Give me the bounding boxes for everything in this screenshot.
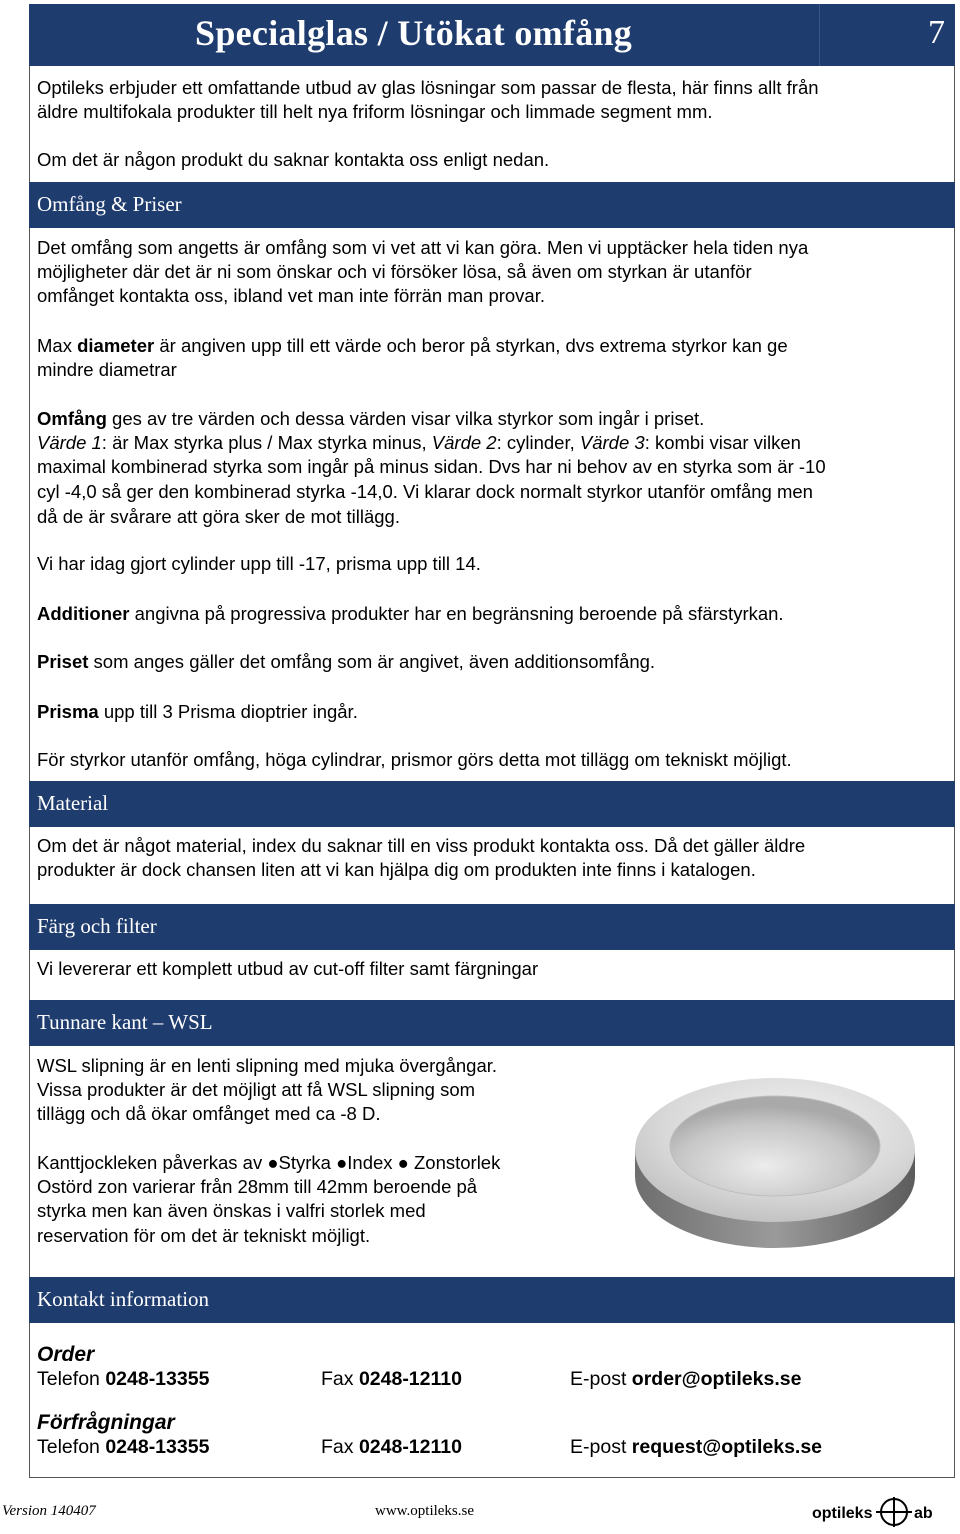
wsl-lens-illustration bbox=[630, 1072, 920, 1252]
footer-version: Version 140407 bbox=[2, 1503, 96, 1519]
contact-inquiries-phone: Telefon 0248-13355 bbox=[37, 1436, 210, 1458]
page-title: Specialglas / Utökat omfång bbox=[195, 13, 633, 53]
order-phone-number: 0248-13355 bbox=[105, 1368, 210, 1390]
section-heading-range bbox=[29, 182, 955, 228]
section-heading-material bbox=[29, 781, 955, 827]
inquiries-email-address[interactable]: request@optileks.se bbox=[631, 1436, 823, 1458]
wsl-p2-line-3: styrka men kan även önskas i valfri storlek med bbox=[37, 1200, 426, 1221]
range-p1-line-1: Det omfång som angetts är omfång som vi vet att vi kan göra. Men vi upptäcker hela tiden nya bbox=[37, 237, 809, 258]
range-p8: För styrkor utanför omfång, höga cylindrar, prismor görs detta mot tillägg om tekniskt möjligt. bbox=[37, 749, 792, 770]
wsl-p1-line-3: tillägg och då ökar omfånget med ca -8 D. bbox=[37, 1103, 381, 1124]
bold-term-omfang: Omfång bbox=[37, 408, 107, 429]
bold-term-diameter: diameter bbox=[77, 335, 155, 356]
section-heading-material-text: Material bbox=[37, 791, 109, 815]
crosshair-icon bbox=[876, 1497, 912, 1527]
inquiries-phone-number: 0248-13355 bbox=[105, 1436, 210, 1458]
wsl-p1-line-2: Vissa produkter är det möjligt att få WSL slipning som bbox=[37, 1079, 476, 1100]
section-heading-color bbox=[29, 904, 955, 950]
wsl-p2-line-1: Kanttjockleken påverkas av ●Styrka ●Index ● Zonstorlek bbox=[37, 1152, 501, 1173]
contact-order-fax: Fax 0248-12110 bbox=[321, 1368, 462, 1390]
range-p2-line-1: Max diameter är angiven upp till ett värde och beror på styrkan, dvs extrema styrkor kan ge bbox=[37, 335, 788, 356]
range-p3-line-5: då de är svårare att göra sker de mot tillägg. bbox=[37, 506, 400, 527]
contact-group-order-title: Order bbox=[37, 1343, 95, 1366]
contact-group-inquiries-title: Förfrågningar bbox=[37, 1411, 175, 1434]
range-p3-line-3: maximal kombinerad styrka som ingår på minus sidan. Dvs har ni behov av en styrka som är -10 bbox=[37, 456, 826, 477]
contact-order-phone: Telefon 0248-13355 bbox=[37, 1368, 210, 1390]
logo-text-right: ab bbox=[914, 1505, 933, 1522]
wsl-p2-line-2: Ostörd zon varierar från 28mm till 42mm beroende på bbox=[37, 1176, 478, 1197]
range-p3-line-4: cyl -4,0 så ger den kombinerad styrka -14,0. Vi klarar dock normalt styrkor utanför omfång men bbox=[37, 481, 813, 502]
bold-term-additioner: Additioner bbox=[37, 603, 130, 624]
bold-term-prisma: Prisma bbox=[37, 701, 99, 722]
logo-text-left: optileks bbox=[812, 1505, 873, 1522]
section-heading-contact bbox=[29, 1277, 955, 1323]
intro-line-3: Om det är någon produkt du saknar kontakta oss enligt nedan. bbox=[37, 149, 550, 170]
bold-term-priset: Priset bbox=[37, 651, 89, 672]
range-p1-line-3: omfånget kontakta oss, ibland vet man inte förrän man provar. bbox=[37, 285, 546, 306]
section-heading-contact-text: Kontakt information bbox=[37, 1287, 210, 1311]
order-fax-number: 0248-12110 bbox=[358, 1368, 462, 1390]
range-p2-line-2: mindre diametrar bbox=[37, 359, 177, 380]
section-heading-wsl-text: Tunnare kant – WSL bbox=[37, 1010, 213, 1034]
contact-inquiries-fax: Fax 0248-12110 bbox=[321, 1436, 462, 1458]
range-p3-line-1: Omfång ges av tre värden och dessa värden visar vilka styrkor som ingår i priset. bbox=[37, 408, 705, 429]
section-heading-wsl bbox=[29, 1000, 955, 1046]
intro-line-1: Optileks erbjuder ett omfattande utbud av glas lösningar som passar de flesta, här finns allt från bbox=[37, 77, 819, 98]
range-p1-line-2: möjligheter där det är ni som önskar och vi försöker lösa, så även om styrkan är utanför bbox=[37, 261, 752, 282]
wsl-p2-line-4: reservation för om det är tekniskt möjligt. bbox=[37, 1225, 371, 1246]
optileks-logo bbox=[812, 1496, 952, 1528]
material-line-2: produkter är dock chansen liten att vi kan hjälpa dig om produkten inte finns i katalogen. bbox=[37, 859, 756, 880]
intro-line-2: äldre multifokala produkter till helt nya friform lösningar och limmade segment mm. bbox=[37, 101, 713, 122]
title-divider bbox=[819, 4, 820, 66]
section-heading-color-text: Färg och filter bbox=[37, 914, 157, 938]
page-number: 7 bbox=[928, 14, 945, 51]
footer-website[interactable]: www.optileks.se bbox=[375, 1503, 475, 1519]
range-p6: Priset som anges gäller det omfång som är angivet, även additionsomfång. bbox=[37, 651, 656, 672]
order-email-address[interactable]: order@optileks.se bbox=[631, 1368, 802, 1390]
wsl-p1-line-1: WSL slipning är en lenti slipning med mjuka övergångar. bbox=[37, 1055, 498, 1076]
material-line-1: Om det är något material, index du saknar till en viss produkt kontakta oss. Då det gäller äldre bbox=[37, 835, 806, 856]
inquiries-fax-number: 0248-12110 bbox=[358, 1436, 462, 1458]
range-p3-line-2: Värde 1: är Max styrka plus / Max styrka minus, Värde 2: cylinder, Värde 3: kombi visar vilken bbox=[37, 432, 801, 453]
range-p5: Additioner angivna på progressiva produkter har en begränsning beroende på sfärstyrkan. bbox=[37, 603, 784, 624]
section-heading-range-text: Omfång & Priser bbox=[37, 192, 182, 216]
range-p7: Prisma upp till 3 Prisma dioptrier ingår. bbox=[37, 701, 358, 722]
range-p4: Vi har idag gjort cylinder upp till -17, prisma upp till 14. bbox=[37, 553, 481, 574]
contact-order-email: E-post order@optileks.se bbox=[570, 1368, 802, 1390]
contact-inquiries-email: E-post request@optileks.se bbox=[570, 1436, 823, 1458]
color-text: Vi levererar ett komplett utbud av cut-off filter samt färgningar bbox=[37, 958, 539, 979]
